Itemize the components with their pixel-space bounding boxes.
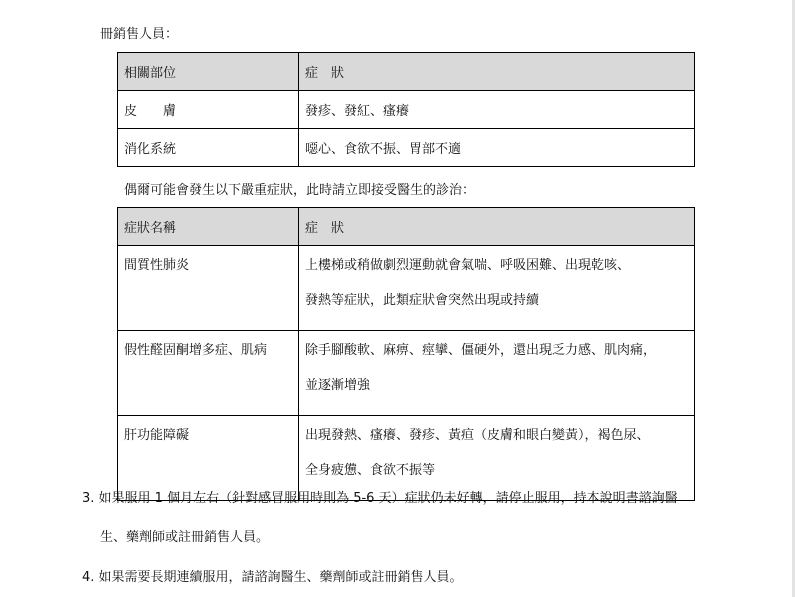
table-header-row — [118, 208, 695, 246]
cell-symptom: 噁心、食欲不振、胃部不適 — [299, 129, 695, 167]
list-item-4: 4. 如果需要長期連續服用，請諮詢醫生、藥劑師或註冊銷售人員。 — [82, 570, 463, 585]
list-item-3-continuation: 生、藥劑師或註冊銷售人員。 — [100, 530, 270, 545]
cell-symptom-name: 肝功能障礙 — [118, 416, 299, 501]
symptom-line: 除手腳酸軟、麻痹、痙攣、僵硬外，還出現乏力感、肌肉痛， — [305, 343, 657, 358]
table-row — [118, 129, 695, 167]
column-header-part: 相關部位 — [118, 53, 299, 91]
cell-symptom-name: 假性醛固酮增多症、肌病 — [118, 331, 299, 416]
symptom-line: 並逐漸增強 — [305, 378, 371, 393]
serious-symptoms-table — [117, 207, 695, 501]
table-header-row — [118, 53, 695, 91]
table-row — [118, 246, 695, 331]
cell-symptom-detail — [299, 331, 695, 416]
cell-symptom-name: 間質性肺炎 — [118, 246, 299, 331]
intro-text: 冊銷售人員： — [100, 27, 179, 42]
column-header-name: 症狀名稱 — [118, 208, 299, 246]
symptom-line: 全身疲憊、食欲不振等 — [305, 463, 436, 478]
column-header-symptom: 症 狀 — [299, 208, 695, 246]
serious-symptoms-intro: 偶爾可能會發生以下嚴重症狀，此時請立即接受醫生的診治： — [124, 183, 476, 198]
cell-symptom: 發疹、發紅、瘙癢 — [299, 91, 695, 129]
side-effects-table — [117, 52, 695, 167]
cell-part: 皮 膚 — [118, 91, 299, 129]
symptom-line: 出現發熱、瘙癢、發疹、黃疸（皮膚和眼白變黃），褐色尿、 — [305, 428, 650, 443]
column-header-symptom: 症 狀 — [299, 53, 695, 91]
table-row — [118, 91, 695, 129]
list-item-3: 3. 如果服用 1 個月左右（針對感冒服用時則為 5-6 天）症狀仍未好轉，請停止服用，持本說明書諮詢醫 — [82, 491, 678, 506]
cell-symptom-detail — [299, 246, 695, 331]
table-row — [118, 331, 695, 416]
cell-part: 消化系統 — [118, 129, 299, 167]
symptom-line: 發熱等症狀，此類症狀會突然出現或持續 — [305, 293, 540, 308]
symptom-line: 上樓梯或稍做劇烈運動就會氣喘、呼吸困難、出現乾咳、 — [305, 258, 631, 273]
